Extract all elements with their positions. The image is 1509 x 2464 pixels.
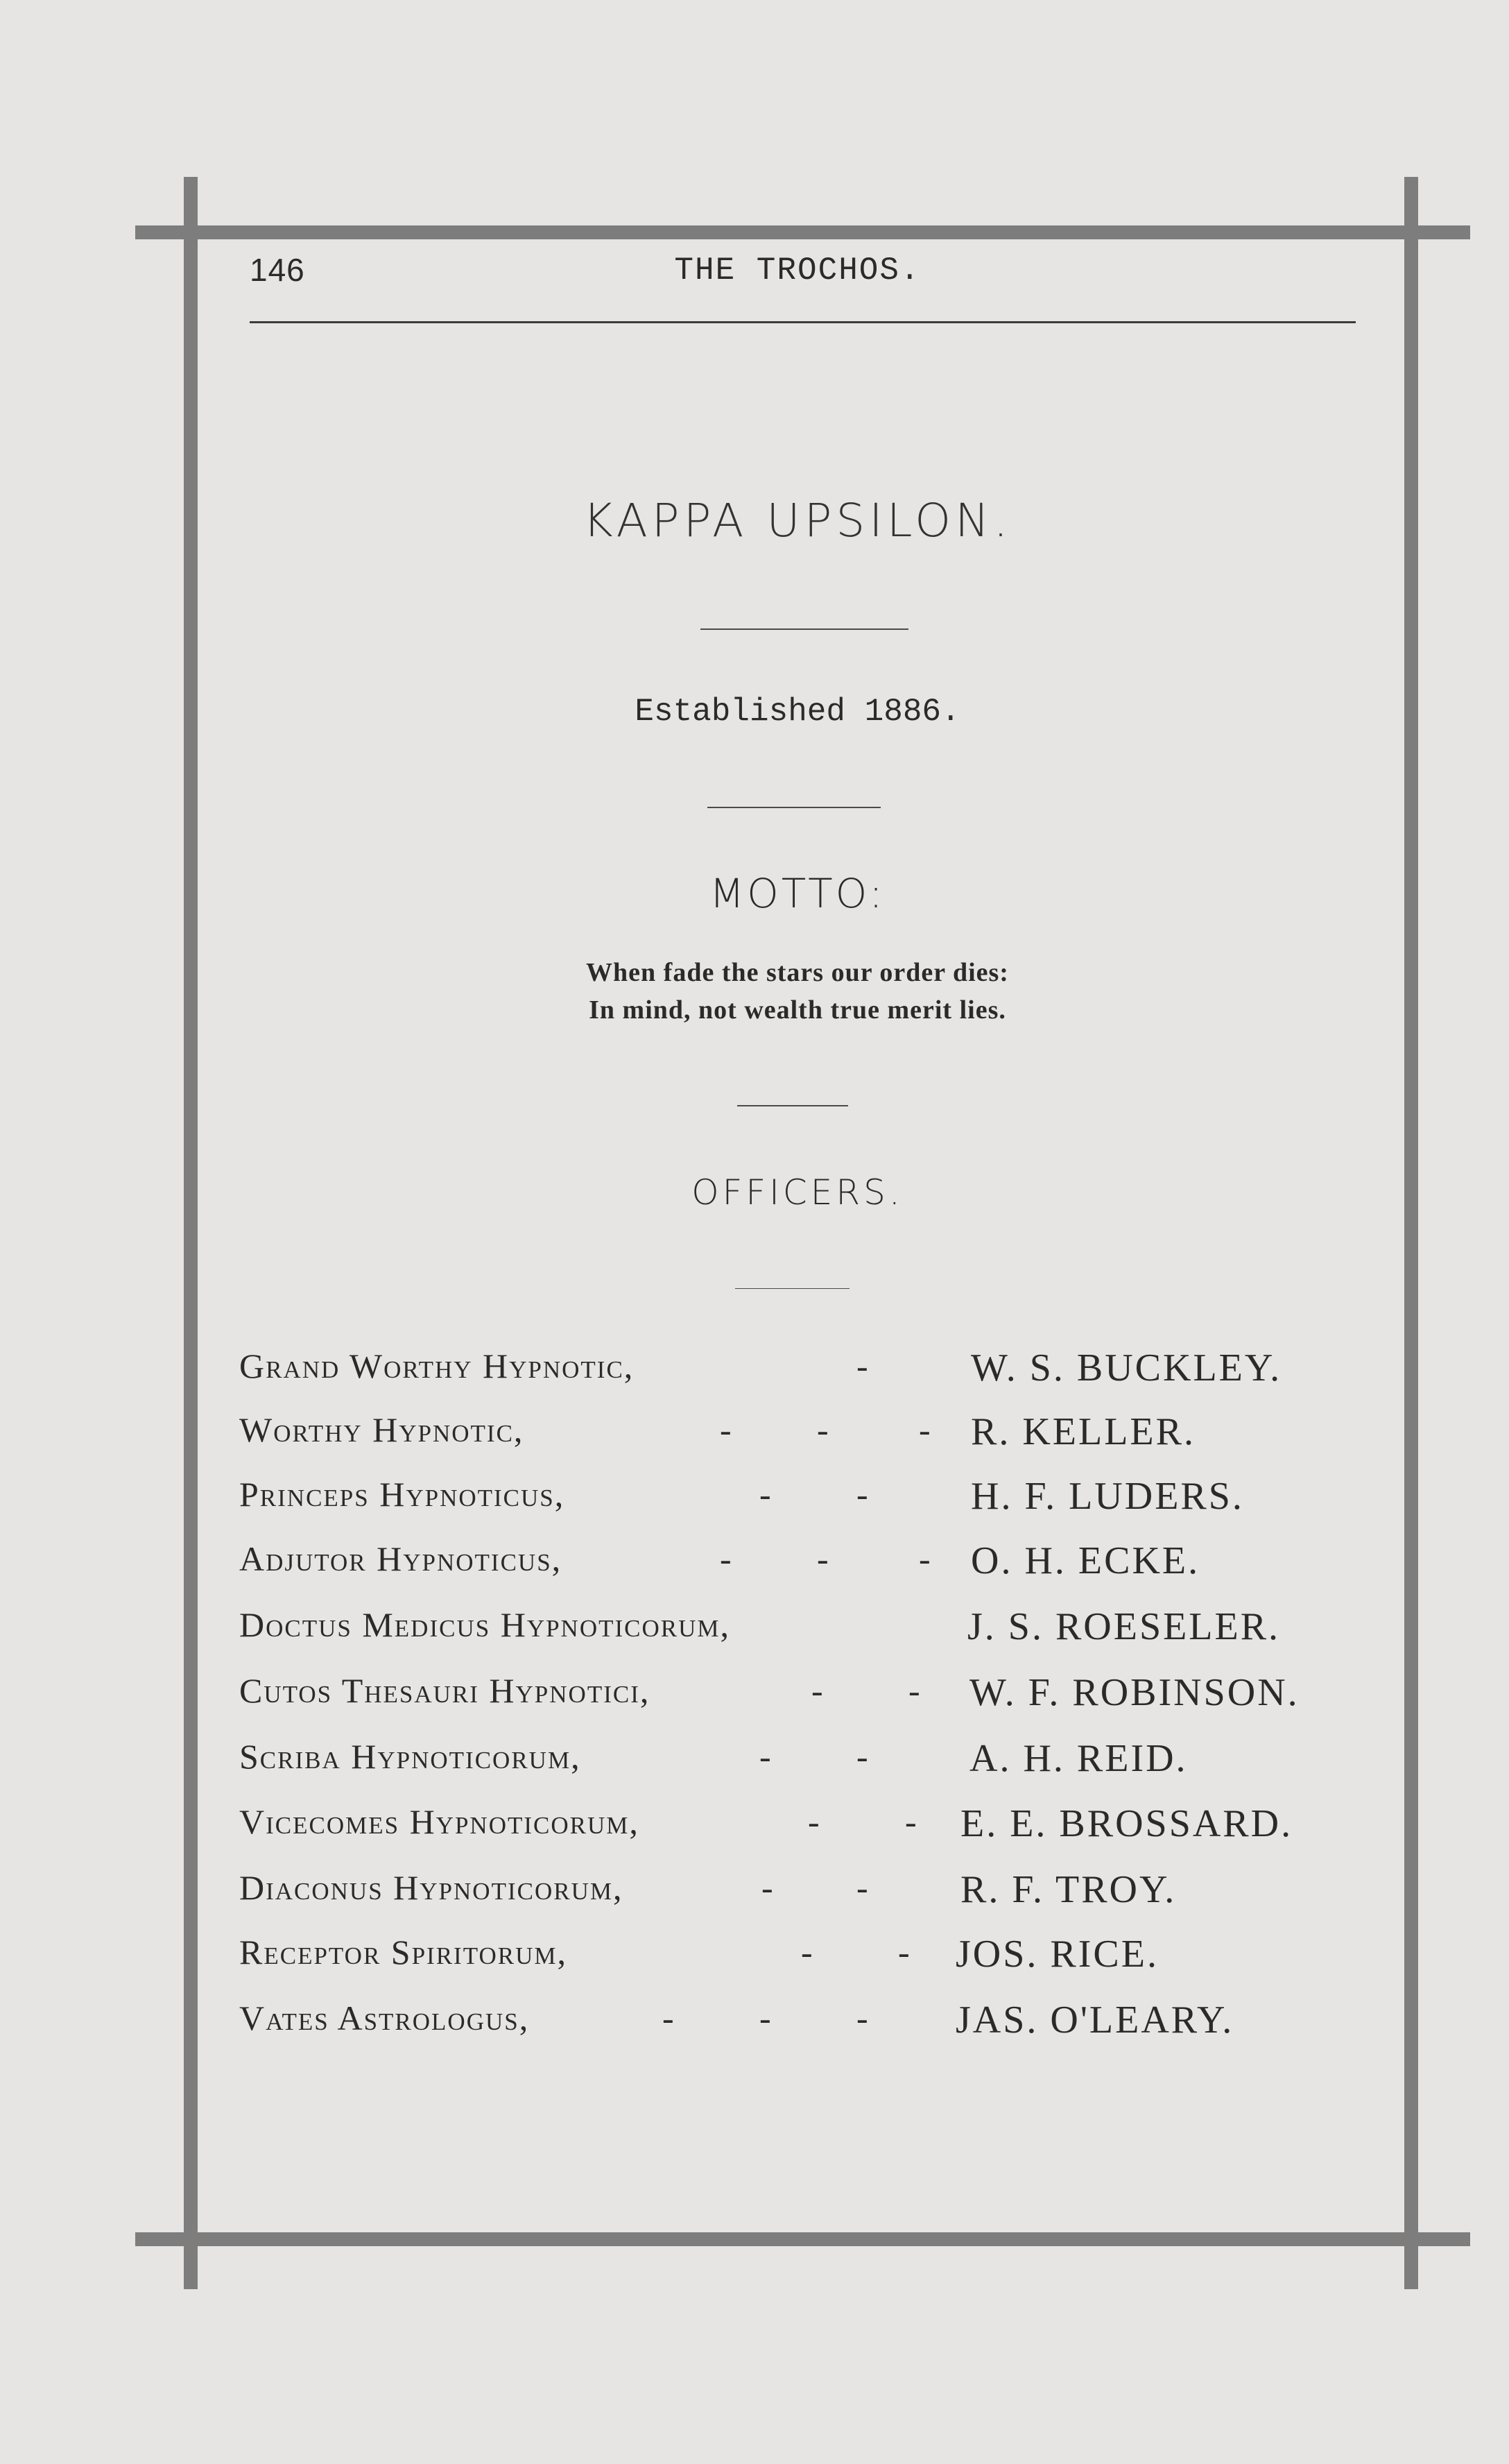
officer-role: Grand Worthy Hypnotic,: [239, 1346, 635, 1385]
frame-bar-top: [135, 225, 1470, 239]
officer-role: Worthy Hypnotic,: [239, 1410, 524, 1449]
established-line: Established 1886.: [635, 694, 960, 730]
officer-name: W. S. BUCKLEY.: [971, 1346, 1282, 1389]
motto-heading: MOTTO:: [709, 870, 886, 917]
officer-row: [0, 1998, 1509, 2053]
leader-dash: -: [759, 1999, 771, 2037]
leader-dash: -: [801, 1933, 813, 1971]
officer-name: R. F. TROY.: [960, 1868, 1177, 1911]
officer-role: Receptor Spiritorum,: [239, 1933, 567, 1971]
officer-row: [0, 1346, 1509, 1401]
motto-line-2: In mind, not wealth true merit lies.: [589, 995, 1006, 1025]
officer-row: [0, 1867, 1509, 1923]
leader-dash: -: [908, 1671, 920, 1710]
officer-row: [0, 1410, 1509, 1465]
leader-dash: -: [898, 1933, 910, 1971]
divider: [735, 1288, 850, 1289]
divider: [700, 628, 908, 630]
officer-row: [0, 1670, 1509, 1726]
officer-row: [0, 1474, 1509, 1530]
leader-dash: -: [720, 1410, 732, 1449]
officer-name: R. KELLER.: [971, 1410, 1196, 1453]
officer-role: Doctus Medicus Hypnoticorum,: [239, 1605, 731, 1644]
leader-dash: -: [919, 1410, 931, 1449]
officer-name: JAS. O'LEARY.: [956, 1999, 1234, 2042]
frame-bar-bottom: [135, 2232, 1470, 2246]
header-rule: [250, 321, 1356, 323]
leader-dash: -: [905, 1802, 917, 1841]
leader-dash: -: [856, 1737, 868, 1776]
divider: [737, 1105, 848, 1106]
officer-role: Scriba Hypnoticorum,: [239, 1737, 581, 1776]
motto-line-1: When fade the stars our order dies:: [586, 958, 1009, 987]
officer-name: W. F. ROBINSON.: [969, 1671, 1300, 1714]
leader-dash: -: [856, 1475, 868, 1514]
officer-role: Princeps Hypnoticus,: [239, 1475, 565, 1514]
officer-name: E. E. BROSSARD.: [960, 1802, 1293, 1845]
officer-row: [0, 1539, 1509, 1594]
officer-role: Adjutor Hypnoticus,: [239, 1539, 562, 1578]
officer-role: Vates Astrologus,: [239, 1999, 530, 2037]
leader-dash: -: [817, 1410, 829, 1449]
officer-name: H. F. LUDERS.: [971, 1475, 1244, 1518]
leader-dash: -: [759, 1737, 771, 1776]
officer-row: [0, 1605, 1509, 1660]
officer-role: Cutos Thesauri Hypnotici,: [239, 1671, 650, 1710]
officers-heading: OFFICERS.: [691, 1172, 904, 1213]
officer-role: Vicecomes Hypnoticorum,: [239, 1802, 639, 1841]
leader-dash: -: [662, 1999, 674, 2037]
page-number: 146: [250, 252, 305, 288]
divider: [707, 807, 881, 808]
officer-name: A. H. REID.: [969, 1737, 1188, 1780]
officer-role: Diaconus Hypnoticorum,: [239, 1868, 623, 1907]
officer-row: [0, 1802, 1509, 1857]
officer-row: [0, 1736, 1509, 1792]
leader-dash: -: [761, 1868, 773, 1907]
page-title: KAPPA UPSILON.: [583, 494, 1012, 547]
leader-dash: -: [811, 1671, 823, 1710]
officer-name: O. H. ECKE.: [971, 1539, 1200, 1582]
leader-dash: -: [856, 1999, 868, 2037]
leader-dash: -: [856, 1868, 868, 1907]
officer-name: JOS. RICE.: [956, 1933, 1159, 1976]
leader-dash: -: [817, 1539, 829, 1578]
officer-name: J. S. ROESELER.: [967, 1605, 1281, 1648]
leader-dash: -: [759, 1475, 771, 1514]
leader-dash: -: [856, 1346, 868, 1385]
leader-dash: -: [720, 1539, 732, 1578]
running-title: THE TROCHOS.: [674, 253, 921, 289]
officer-row: [0, 1932, 1509, 1987]
leader-dash: -: [919, 1539, 931, 1578]
leader-dash: -: [808, 1802, 820, 1841]
